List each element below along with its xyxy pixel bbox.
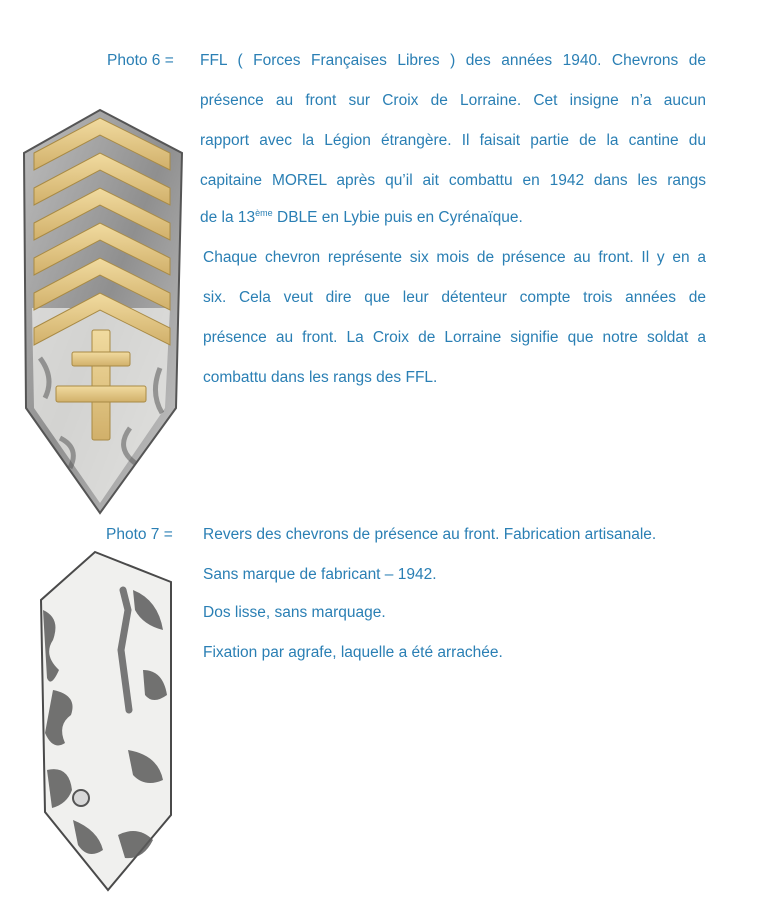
photo6-para2-line-2: six. Cela veut dire que leur détenteur compte trois années de [203, 289, 706, 306]
photo6-para2-line-3: présence au front. La Croix de Lorraine signifie que notre soldat a [203, 329, 706, 346]
badge-back-image [33, 550, 183, 895]
photo6-line-3: rapport avec la Légion étrangère. Il faisait partie de la cantine du [200, 132, 706, 149]
photo6-line-4: capitaine MOREL après qu’il ait combattu en 1942 dans les rangs [200, 172, 706, 189]
photo6-line-2: présence au front sur Croix de Lorraine. Cet insigne n’a aucun [200, 92, 706, 109]
photo7-line-2: Sans marque de fabricant – 1942. [203, 566, 437, 583]
photo6-line-5-before: de la 13 [200, 209, 256, 226]
photo7-line-1: Revers des chevrons de présence au front. Fabrication artisanale. [203, 526, 657, 543]
photo6-para2-line-4: combattu dans les rangs des FFL. [203, 369, 438, 386]
photo6-line-5-after: DBLE en Lybie puis en Cyrénaïque. [272, 209, 523, 226]
photo6-label: Photo 6 = [107, 52, 174, 69]
photo7-label: Photo 7 = [106, 526, 173, 543]
badge-front-image [20, 108, 190, 518]
ordinal-superscript: ème [255, 207, 273, 218]
photo7-line-4: Fixation par agrafe, laquelle a été arrachée. [203, 644, 503, 661]
photo6-line-5 [200, 208, 523, 228]
photo6-para2-line-1: Chaque chevron représente six mois de présence au front. Il y en a [203, 249, 706, 266]
photo6-line-1: FFL ( Forces Françaises Libres ) des années 1940. Chevrons de [200, 52, 706, 69]
photo7-line-3: Dos lisse, sans marquage. [203, 604, 386, 621]
